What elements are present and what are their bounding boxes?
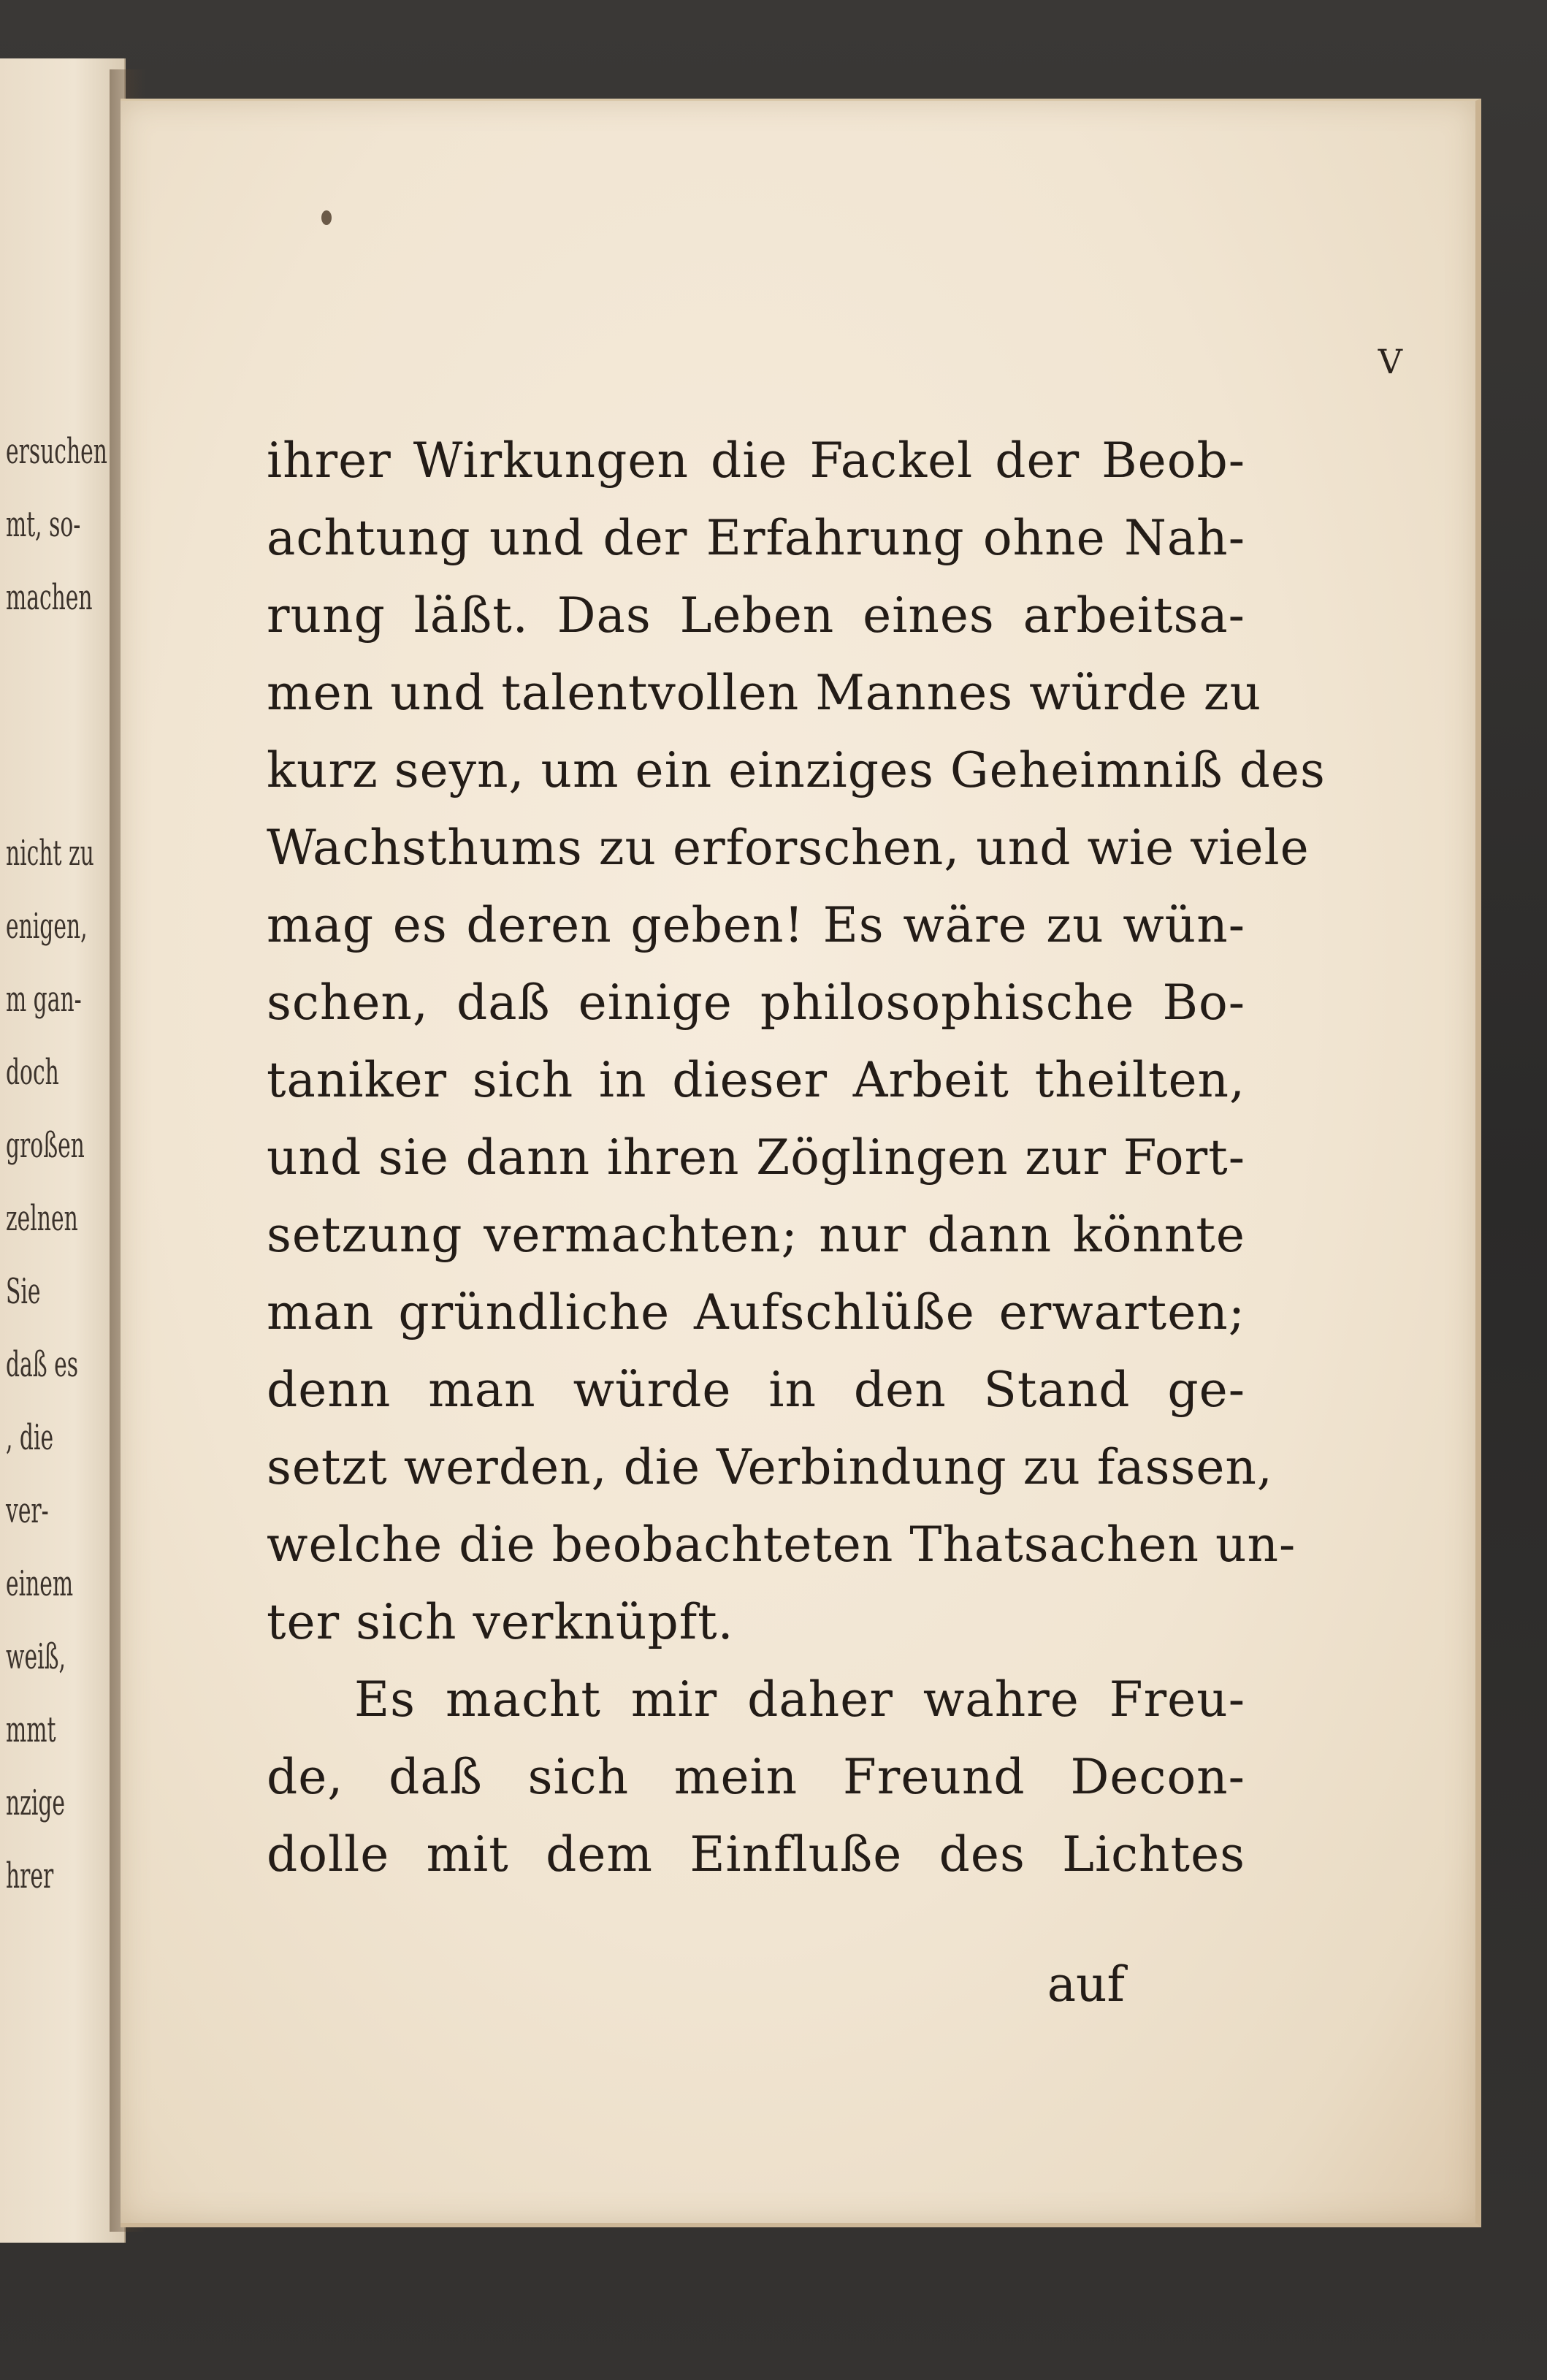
text-line: Es macht mir daher wahre Freu- [354, 1671, 1245, 1728]
text-line: de, daß sich mein Freund Decon- [267, 1749, 1245, 1805]
text-line: kurz seyn, um ein einziges Geheimniß des [267, 742, 1326, 798]
previous-page-edge [0, 58, 126, 2243]
left-page-fragment: Sie [6, 1271, 41, 1312]
text-line: men und talentvollen Mannes würde zu [267, 665, 1262, 721]
text-line: welche die beobachteten Thatsachen un- [267, 1517, 1296, 1573]
text-line: man gründliche Aufschlüße erwarten; [267, 1284, 1245, 1340]
left-page-fragment: machen [6, 577, 93, 618]
text-line: mag es deren geben! Es wäre zu wün- [267, 897, 1245, 953]
left-page-fragment: hrer [6, 1855, 54, 1896]
text-line: setzt werden, die Verbindung zu fassen, [267, 1439, 1273, 1495]
page-number: V [1378, 342, 1402, 381]
text-line: und sie dann ihren Zöglingen zur Fort- [267, 1129, 1245, 1186]
left-page-fragment: daß es [6, 1344, 79, 1385]
left-page-fragment: nicht zu [6, 833, 94, 874]
left-page-fragment: enigen, [6, 906, 88, 947]
left-page-fragment: ersuchen [6, 431, 107, 472]
left-page-fragment: großen [6, 1125, 85, 1166]
text-line: setzung vermachten; nur dann könnte [267, 1207, 1245, 1263]
left-page-fragment: zelnen [6, 1198, 78, 1239]
text-line: taniker sich in dieser Arbeit theilten, [267, 1052, 1245, 1108]
text-line: ter sich verknüpft. [267, 1594, 734, 1650]
page-text [267, 422, 1326, 1893]
text-line: rung läßt. Das Leben eines arbeitsa- [267, 587, 1245, 644]
text-line: dolle mit dem Einfluße des Lichtes [267, 1826, 1245, 1883]
left-page-fragment: doch [6, 1052, 59, 1093]
left-page-fragment: einem [6, 1563, 74, 1604]
paper-speck [321, 210, 332, 225]
left-page-fragment: nzige [6, 1782, 66, 1823]
text-line: achtung und der Erfahrung ohne Nah- [267, 510, 1245, 566]
catchword: auf [1047, 1956, 1125, 2013]
text-line: Wachsthums zu erforschen, und wie viele [267, 820, 1310, 876]
text-line: schen, daß einige philosophische Bo- [267, 974, 1245, 1031]
text-line: denn man würde in den Stand ge- [267, 1362, 1245, 1418]
text-line: ihrer Wirkungen die Fackel der Beob- [267, 432, 1245, 489]
left-page-fragment: , die [6, 1417, 54, 1458]
left-page-fragment: ver- [6, 1490, 49, 1531]
book-page [121, 99, 1481, 2227]
left-page-fragment: m gan- [6, 979, 82, 1020]
left-page-fragment: weiß, [6, 1636, 66, 1677]
left-page-fragment: mt, so- [6, 504, 81, 545]
left-page-fragment: mmt [6, 1709, 56, 1750]
